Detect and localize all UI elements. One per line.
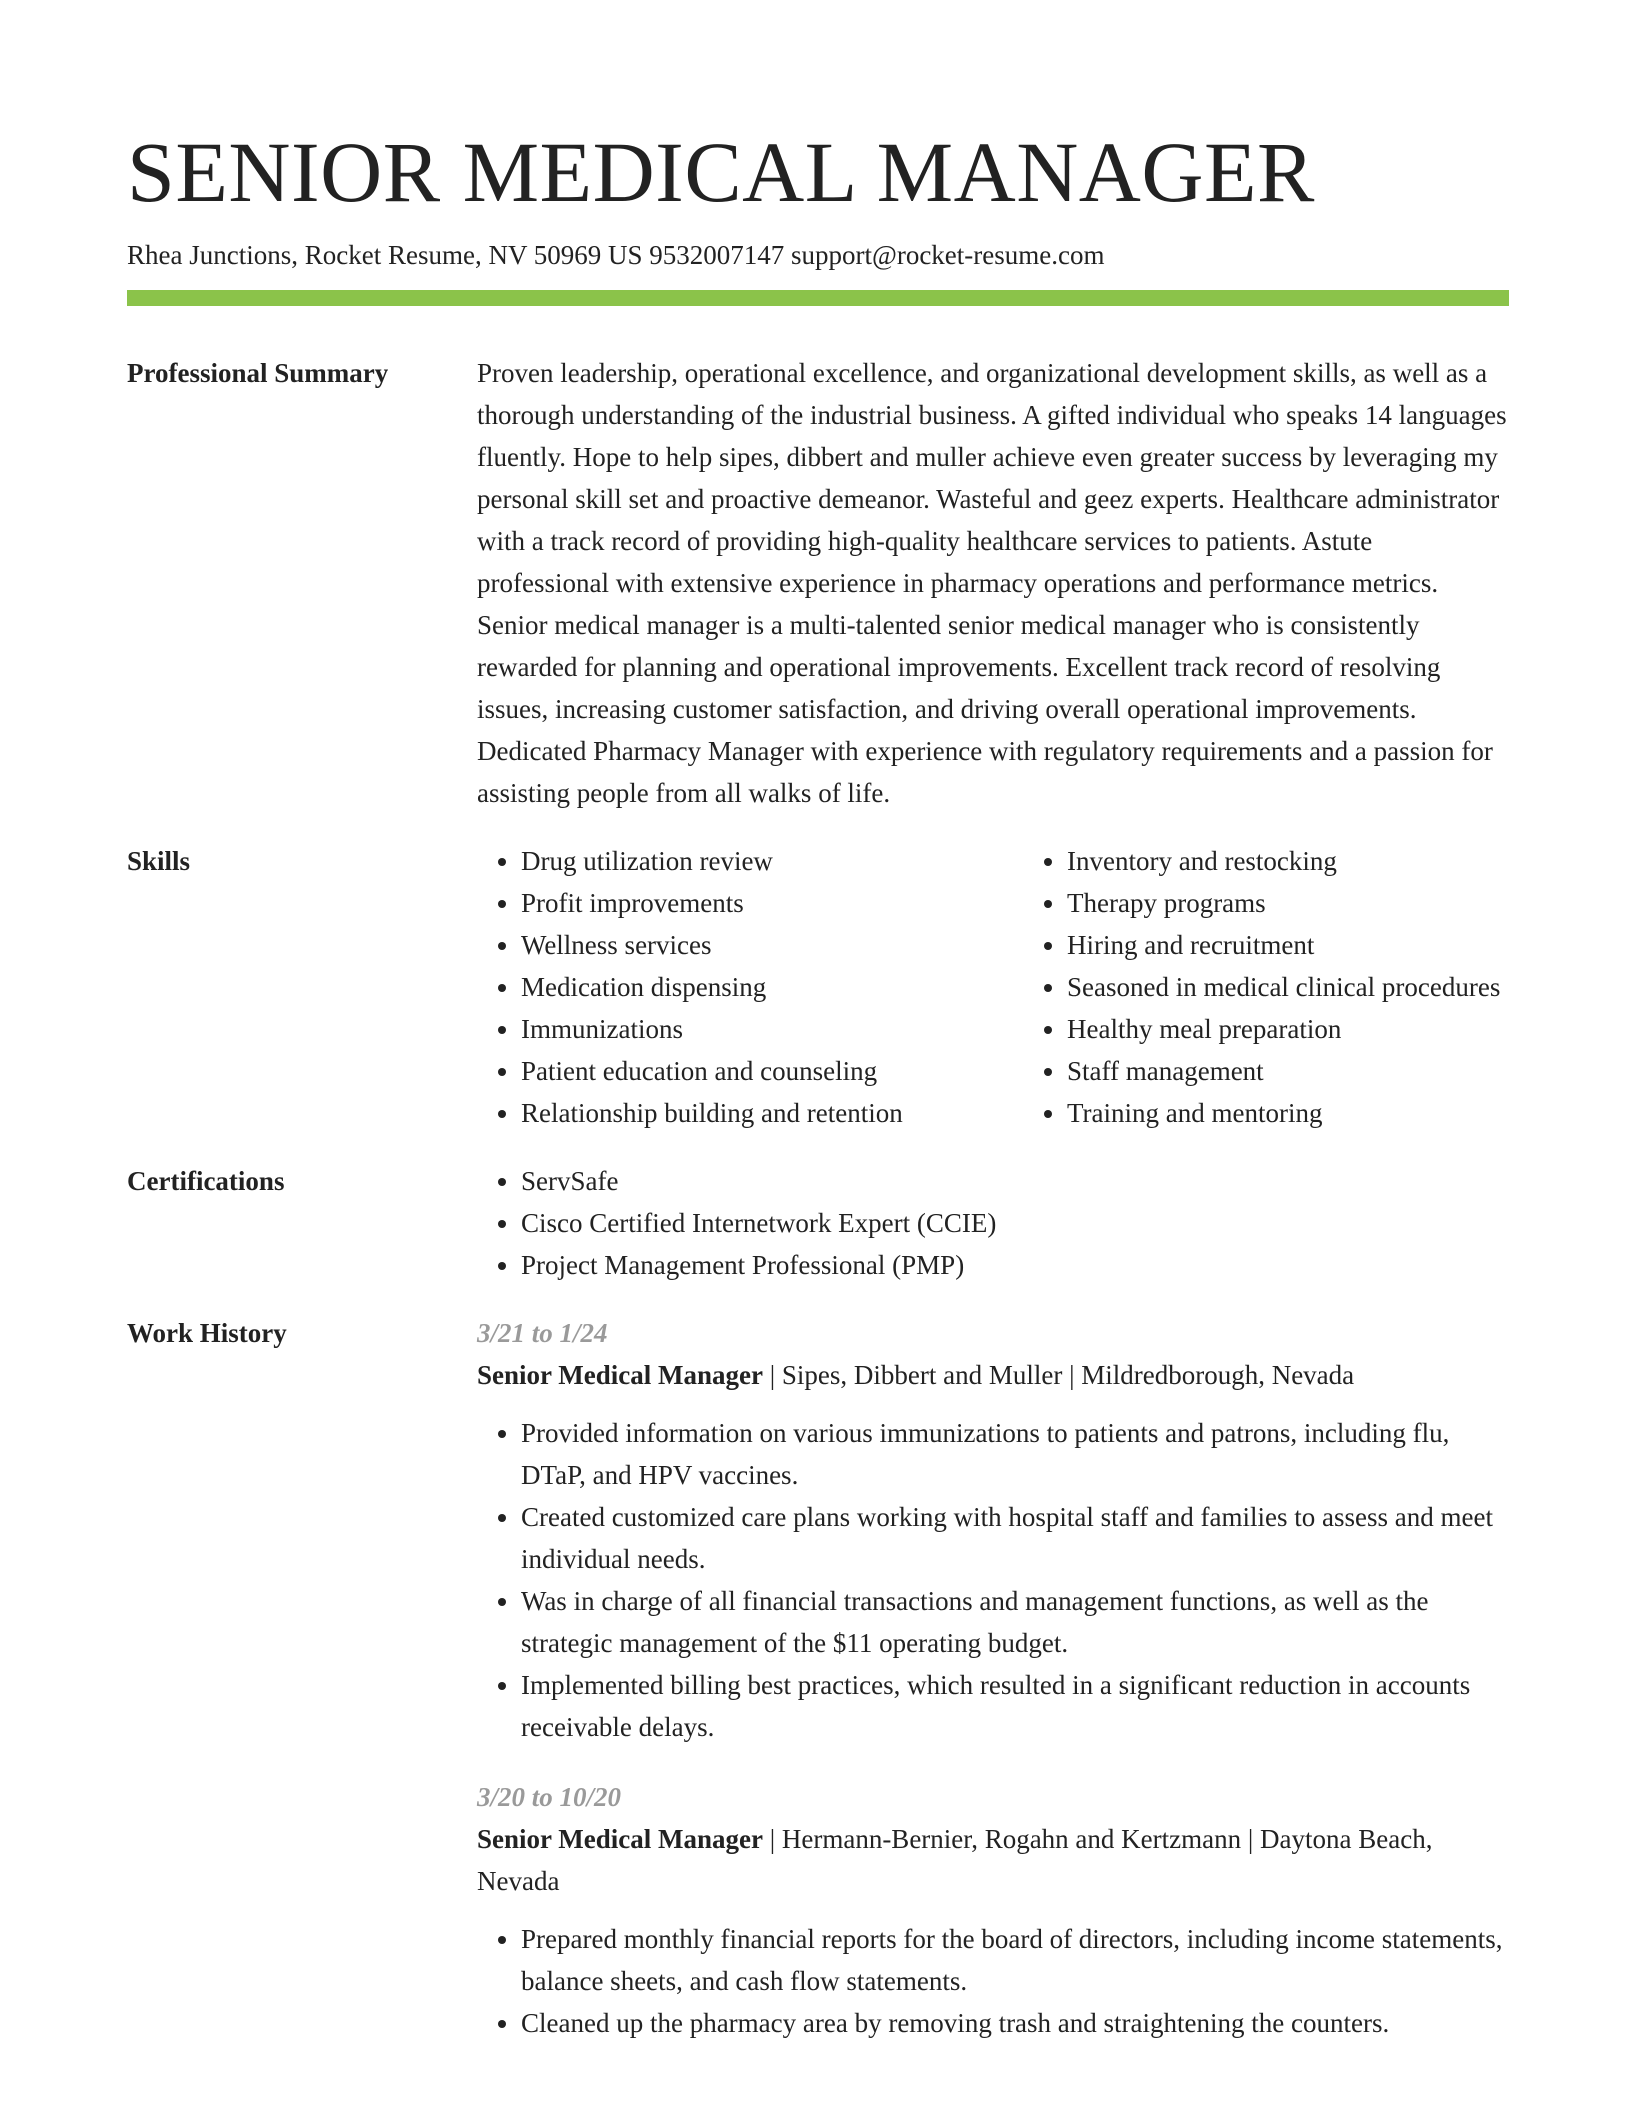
list-item: • Provided information on various immunizations to patients and patrons, including flu, DTaP, and HPV vaccines. — [521, 1412, 1509, 1496]
summary-label: Professional Summary — [127, 358, 389, 388]
list-item: • Relationship building and retention — [521, 1092, 1023, 1134]
certifications-list — [477, 1160, 1509, 1286]
list-item: • ServSafe — [521, 1160, 1509, 1202]
list-item: • Wellness services — [521, 924, 1023, 966]
job-bullets — [477, 1918, 1509, 2044]
work-history-section — [127, 1318, 1509, 2072]
job-heading — [477, 1818, 1509, 1902]
job-bullets — [477, 1412, 1509, 1748]
contact-line: Rhea Junctions, Rocket Resume, NV 50969 US 9532007147 support@rocket-resume.com — [127, 240, 1105, 270]
list-item: • Healthy meal preparation — [1067, 1008, 1500, 1050]
work-history-label: Work History — [127, 1318, 287, 1348]
list-item: • Cleaned up the pharmacy area by removing trash and straightening the counters. — [521, 2002, 1509, 2044]
list-item: • Implemented billing best practices, which resulted in a significant reduction in accounts receivable delays. — [521, 1664, 1509, 1748]
work-history-body — [477, 1312, 1509, 2072]
list-item: • Training and mentoring — [1067, 1092, 1500, 1134]
list-item: • Hiring and recruitment — [1067, 924, 1500, 966]
list-item: • Profit improvements — [521, 882, 1023, 924]
job-entry — [477, 1312, 1509, 1748]
certifications-section — [127, 1166, 1509, 1286]
list-item: • Seasoned in medical clinical procedures — [1067, 966, 1500, 1008]
summary-text: Proven leadership, operational excellence, and organizational development skills, as well as a thorough understanding of the industrial business. A gifted individual who speaks 14 languages fluently. Hope to help sipes, dibbert and muller achieve even greater success by leveraging my personal skill set and proactive demeanor. Wasteful and geez experts. Healthcare administrator with a track record of providing high-quality healthcare services to patients. Astute professional with extensive experience in pharmacy operations and performance metrics. Senior medical manager is a multi-talented senior medical manager who is consistently rewarded for planning and operational improvements. Excellent track record of resolving issues, increasing customer satisfaction, and driving overall operational improvements. Dedicated Pharmacy Manager with experience with regulatory requirements and a passion for assisting people from all walks of life. — [477, 358, 1507, 808]
list-item: • Created customized care plans working with hospital staff and families to assess and meet individual needs. — [521, 1496, 1509, 1580]
list-item: • Therapy programs — [1067, 882, 1500, 924]
resume-title: SENIOR MEDICAL MANAGER — [127, 124, 1315, 220]
skills-label: Skills — [127, 846, 191, 876]
certifications-body — [477, 1160, 1509, 1286]
list-item: • Cisco Certified Internetwork Expert (CCIE) — [521, 1202, 1509, 1244]
list-item: • Prepared monthly financial reports for the board of directors, including income statements, balance sheets, and cash flow statements. — [521, 1918, 1509, 2002]
job-entry — [477, 1776, 1509, 2044]
list-item: • Drug utilization review — [521, 840, 1023, 882]
job-dates: 3/21 to 1/24 — [477, 1318, 608, 1348]
job-title: Senior Medical Manager — [477, 1360, 763, 1390]
skills-list-left — [477, 840, 1023, 1134]
job-details: | Sipes, Dibbert and Muller | Mildredborough, Nevada — [762, 1360, 1355, 1390]
summary-body — [477, 352, 1509, 814]
list-item: • Medication dispensing — [521, 966, 1023, 1008]
job-heading — [477, 1354, 1509, 1396]
header-divider — [127, 290, 1509, 306]
list-item: • Patient education and counseling — [521, 1050, 1023, 1092]
skills-list-right — [1023, 840, 1500, 1134]
job-title: Senior Medical Manager — [477, 1824, 763, 1854]
list-item: • Project Management Professional (PMP) — [521, 1244, 1509, 1286]
list-item: • Was in charge of all financial transactions and management functions, as well as the strategic management of the $11 operating budget. — [521, 1580, 1509, 1664]
summary-section — [127, 358, 1509, 814]
job-dates: 3/20 to 10/20 — [477, 1782, 622, 1812]
list-item: • Inventory and restocking — [1067, 840, 1500, 882]
list-item: • Staff management — [1067, 1050, 1500, 1092]
certifications-label: Certifications — [127, 1166, 285, 1196]
skills-section — [127, 846, 1509, 1134]
skills-body — [477, 840, 1509, 1134]
list-item: • Immunizations — [521, 1008, 1023, 1050]
job-details: | Hermann-Bernier, Rogahn and Kertzmann | Daytona Beach, Nevada — [477, 1824, 1433, 1896]
